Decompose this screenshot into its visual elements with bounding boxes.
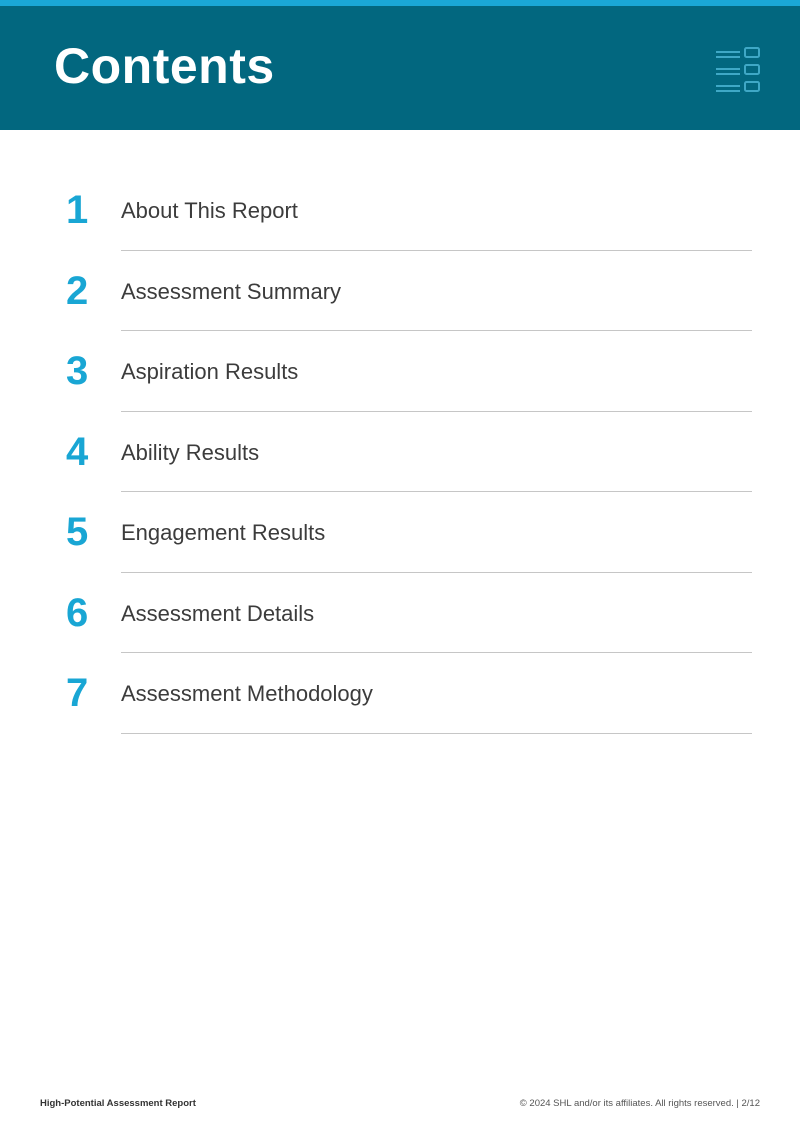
toc-item-aspiration-results[interactable] xyxy=(0,331,800,412)
toc-item-number: 1 xyxy=(66,188,89,232)
toc-item-assessment-summary[interactable] xyxy=(0,251,800,332)
footer-copyright: © 2024 SHL and/or its affiliates. All rights reserved. | 2/12 xyxy=(519,1098,760,1109)
toc-item-number: 5 xyxy=(66,510,89,554)
toc-item-label[interactable]: Aspiration Results xyxy=(121,359,299,384)
toc-item-number: 6 xyxy=(66,590,89,635)
toc-item-label[interactable]: About This Report xyxy=(121,198,298,223)
toc-item-label[interactable]: Assessment Details xyxy=(121,600,315,626)
table-of-contents-icon xyxy=(714,46,762,98)
toc-item-number: 4 xyxy=(66,429,89,474)
toc-item-engagement-results[interactable] xyxy=(0,492,800,573)
toc-item-assessment-details[interactable] xyxy=(0,573,800,654)
footer-report-name: High-Potential Assessment Report xyxy=(40,1098,196,1109)
toc-item-number: 7 xyxy=(66,671,89,715)
toc-item-label[interactable]: Ability Results xyxy=(121,439,260,465)
divider xyxy=(121,733,752,734)
page-title: Contents xyxy=(54,38,275,94)
page-header xyxy=(0,6,800,130)
toc-item-label[interactable]: Assessment Methodology xyxy=(121,681,373,706)
toc-item-label[interactable]: Assessment Summary xyxy=(121,278,342,304)
toc-item-about-this-report[interactable] xyxy=(0,170,800,251)
table-of-contents xyxy=(0,170,800,734)
toc-item-number: 3 xyxy=(66,349,89,393)
toc-item-ability-results[interactable] xyxy=(0,412,800,493)
toc-item-number: 2 xyxy=(66,268,89,313)
toc-item-label[interactable]: Engagement Results xyxy=(121,520,326,545)
toc-item-assessment-methodology[interactable] xyxy=(0,653,800,734)
